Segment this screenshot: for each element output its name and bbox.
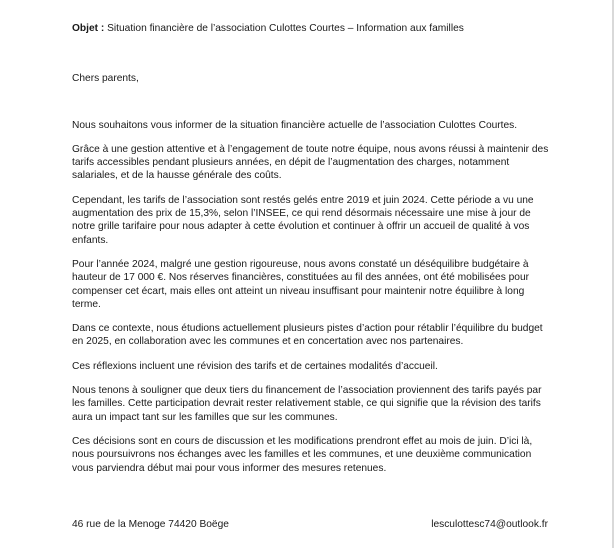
paragraph-budget-deficit: Pour l’année 2024, malgré une gestion rigoureuse, nous avons constaté un déséquilibre budgétaire à hauteur de 17 000 €. Nos réserves financières, constituées au fil des années, ont été mobilisées pour compenser cet écart, mais elles ont atteint un niveau insuffisant pour maintenir notre équilibre à long terme.	[72, 258, 530, 310]
letter-paragraphs	[72, 119, 550, 475]
footer-address: 46 rue de la Menoge 74420 Boëge	[72, 519, 229, 530]
paragraph-action-plans: Dans ce contexte, nous étudions actuellement plusieurs pistes d’action pour rétablir l’équilibre du budget en 2025, en collaboration avec les communes et en concertation avec nos partenaires.	[72, 323, 543, 348]
letter-footer	[72, 518, 548, 531]
letter-salutation: Chers parents,	[72, 73, 139, 85]
paragraph-frozen-rates: Cependant, les tarifs de l’association sont restés gelés entre 2019 et juin 2024. Cette période a vu une augmentation des prix de 15,3%, selon l’INSEE, ce qui rend désormais nécessaire une mise à jour de notre grille tarifaire pour nous adapter à cette évolution et continuer à offrir un accueil de qualité à vos enfants.	[72, 194, 534, 246]
subject-text: Situation financière de l’association Culottes Courtes – Information aux familles	[104, 23, 464, 34]
paragraph-funding: Nous tenons à souligner que deux tiers du financement de l’association proviennent des tarifs payés par les familles. Cette participation devrait rester relativement stable, ce qui signifie que la révision des tarifs aura un impact tant sur les familles que sur les communes.	[72, 385, 542, 423]
paragraph-reflections: Ces réflexions incluent une révision des tarifs et de certaines modalités d’accueil.	[72, 360, 438, 372]
letter-subject	[72, 22, 550, 35]
letter-body	[72, 16, 550, 486]
footer-email[interactable]: lesculottesc74@outlook.fr	[431, 519, 548, 530]
subject-label: Objet :	[72, 23, 105, 34]
paragraph-intro: Nous souhaitons vous informer de la situation financière actuelle de l’association Culottes Courtes.	[72, 119, 518, 131]
paragraph-management: Grâce à une gestion attentive et à l’engagement de toute notre équipe, nous avons réussi à maintenir des tarifs accessibles pendant plusieurs années, en dépit de l’augmentation des charges, notamment salariales, et de la hausse générale des coûts.	[72, 143, 549, 182]
paragraph-next-steps: Ces décisions sont en cours de discussion et les modifications prendront effet au mois de juin. D’ici là, nous poursuivrons nos échanges avec les familles et les communes, et une deuxième communication vous parviendra début mai pour vous informer des mesures retenues.	[72, 435, 533, 474]
